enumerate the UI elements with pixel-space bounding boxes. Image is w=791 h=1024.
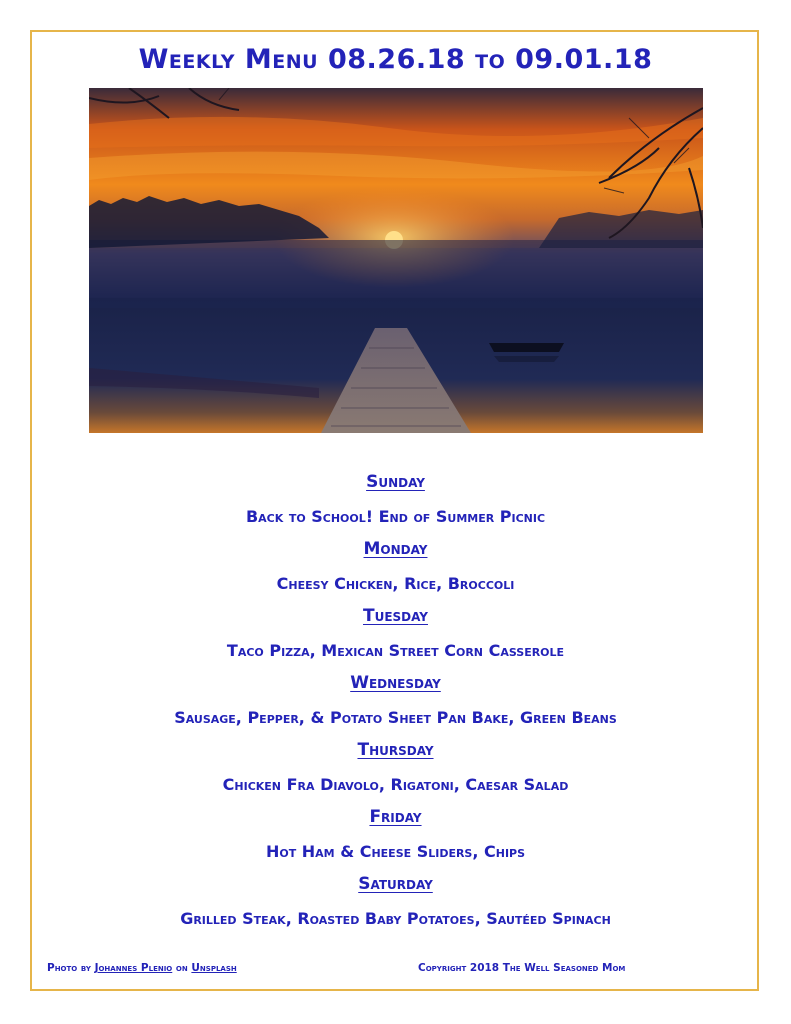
photo-credit-prefix: Photo by	[47, 962, 91, 974]
menu-day-sunday	[40, 466, 751, 533]
menu-day-monday	[40, 533, 751, 600]
day-heading: Monday	[363, 539, 428, 559]
menu-day-wednesday	[40, 667, 751, 734]
meal-text: Back to School! End of Summer Picnic	[245, 506, 546, 526]
day-heading: Thursday	[357, 740, 434, 760]
menu-day-friday	[40, 801, 751, 868]
day-heading: Saturday	[358, 874, 433, 894]
sunset-lake-dock-photo	[89, 88, 703, 433]
menu-list	[40, 466, 751, 935]
menu-day-saturday	[40, 868, 751, 935]
page-title: Weekly Menu 08.26.18 to 09.01.18	[138, 44, 653, 75]
meal-text: Hot Ham & Cheese Sliders, Chips	[265, 841, 526, 861]
day-heading: Tuesday	[363, 606, 428, 626]
photographer-link[interactable]: Johannes Plenio	[94, 962, 173, 974]
day-heading: Wednesday	[350, 673, 441, 693]
copyright-notice: Copyright 2018 The Well Seasoned Mom	[418, 962, 626, 974]
menu-day-thursday	[40, 734, 751, 801]
meal-text: Cheesy Chicken, Rice, Broccoli	[276, 573, 515, 593]
day-heading: Friday	[369, 807, 422, 827]
photo-credit-on: on	[175, 962, 188, 974]
meal-text: Taco Pizza, Mexican Street Corn Casserole	[226, 640, 565, 660]
day-heading: Sunday	[366, 472, 425, 492]
meal-text: Chicken Fra Diavolo, Rigatoni, Caesar Salad	[222, 774, 569, 794]
meal-text: Sausage, Pepper, & Potato Sheet Pan Bake, Green Beans	[174, 707, 617, 727]
menu-day-tuesday	[40, 600, 751, 667]
meal-text: Grilled Steak, Roasted Baby Potatoes, Sautéed Spinach	[180, 908, 611, 928]
photo-credit	[47, 962, 237, 974]
unsplash-link[interactable]: Unsplash	[191, 962, 237, 974]
